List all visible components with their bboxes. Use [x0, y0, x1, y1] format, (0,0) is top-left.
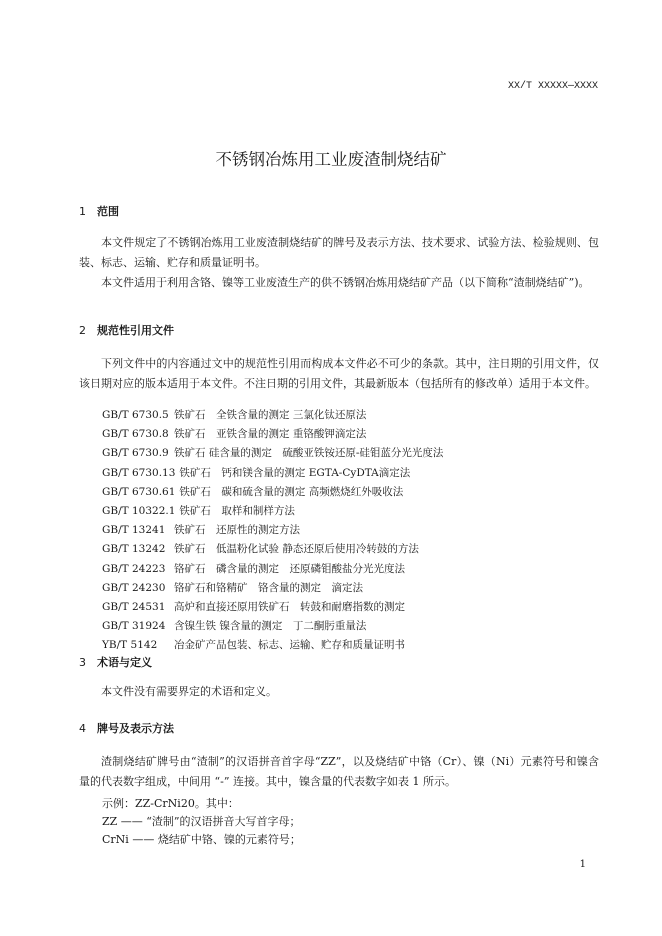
reference-item	[102, 425, 443, 444]
reference-title: 铁矿石 取样和制样方法	[179, 505, 295, 518]
section-4-body	[79, 752, 599, 792]
reference-code: GB/T 10322.1	[102, 505, 176, 518]
section-number: 2	[79, 324, 86, 337]
reference-title: 铁矿石 全铁含量的测定 三氯化钛还原法	[174, 409, 367, 421]
section-1-heading	[79, 203, 119, 219]
section-title: 牌号及表示方法	[97, 722, 174, 735]
reference-code: GB/T 13242	[102, 543, 166, 556]
definition-desc: —— 烧结矿中铬、镍的元素符号；	[132, 833, 301, 846]
document-title: 不锈钢冶炼用工业废渣制烧结矿	[215, 150, 447, 169]
reference-item	[102, 444, 443, 463]
reference-item	[102, 406, 443, 425]
reference-item	[102, 464, 443, 483]
example-line: 示例：ZZ-CrNi20。其中：	[102, 797, 239, 810]
reference-code: GB/T 6730.5	[102, 409, 169, 421]
definition-term: ZZ	[102, 815, 118, 828]
section-2-heading	[79, 322, 174, 338]
reference-code: GB/T 6730.61	[102, 485, 176, 498]
section-3-heading	[79, 654, 152, 670]
reference-title: 铁矿石 硅含量的测定 硫酸亚铁铵还原-硅钼蓝分光光度法	[174, 447, 444, 460]
reference-code: GB/T 24230	[102, 581, 166, 594]
reference-item	[102, 502, 443, 521]
reference-item	[102, 560, 443, 579]
paragraph: 渣制烧结矿牌号由“渣制”的汉语拼音首字母“ZZ”，以及烧结矿中铬（Cr）、镍（Ni）元素符号和镍含量的代表数字组成，中间用 “-” 连接。其中，镍含量的代表数字如表 1 所示。	[79, 755, 599, 788]
reference-title: 含镍生铁 镍含量的测定 丁二酮肟重量法	[174, 620, 367, 633]
section-title: 术语与定义	[97, 656, 152, 669]
reference-code: GB/T 6730.9	[102, 447, 169, 460]
reference-item	[102, 521, 443, 540]
section-title: 规范性引用文件	[97, 324, 174, 337]
reference-title: 铁矿石 亚铁含量的测定 重铬酸钾滴定法	[174, 428, 367, 441]
reference-code: GB/T 13241	[102, 524, 166, 537]
paragraph: 本文件规定了不锈钢冶炼用工业废渣制烧结矿的牌号及表示方法、技术要求、试验方法、检验规则、包装、标志、运输、贮存和质量证明书。	[79, 236, 599, 269]
section-number: 3	[79, 656, 86, 669]
reference-code: GB/T 6730.8	[102, 428, 169, 441]
reference-title: 铁矿石 钙和镁含量的测定 EGTA-CyDTA滴定法	[179, 466, 411, 479]
definition-desc: —— “渣制”的汉语拼音大写首字母；	[120, 815, 301, 828]
page-number: 1	[579, 859, 586, 870]
section-2-body	[79, 354, 599, 394]
reference-title: 冶金矿产品包装、标志、运输、贮存和质量证明书	[174, 639, 405, 652]
reference-list	[102, 406, 443, 656]
reference-item	[102, 483, 443, 502]
paragraph: 下列文件中的内容通过文中的规范性引用而构成本文件必不可少的条款。其中，注日期的引用文件，仅该日期对应的版本适用于本文件。不注日期的引用文件，其最新版本（包括所有的修改单）适用于本文件。	[79, 357, 599, 390]
definition-item	[102, 831, 301, 847]
reference-code: YB/T 5142	[102, 639, 158, 652]
section-number: 4	[79, 722, 86, 735]
definition-item	[102, 813, 301, 829]
reference-code: GB/T 24223	[102, 562, 166, 575]
reference-item	[102, 540, 443, 559]
reference-code: GB/T 24531	[102, 601, 166, 614]
reference-title: 铬矿石和铬精矿 铬含量的测定 滴定法	[174, 581, 363, 594]
reference-title: 铁矿石 碳和硫含量的测定 高频燃烧红外吸收法	[179, 485, 404, 498]
paragraph: 本文件没有需要界定的术语和定义。	[101, 685, 277, 698]
reference-title: 铬矿石 磷含量的测定 还原磷钼酸盐分光光度法	[174, 562, 405, 575]
reference-title: 铁矿石 还原性的测定方法	[174, 524, 300, 537]
section-1-body	[79, 233, 599, 293]
section-number: 1	[79, 205, 86, 218]
reference-title: 铁矿石 低温粉化试验 静态还原后使用冷转鼓的方法	[174, 543, 419, 556]
reference-item	[102, 598, 443, 617]
reference-code: GB/T 6730.13	[102, 466, 176, 479]
document-code: XX/T XXXXX—XXXX	[507, 81, 598, 92]
reference-code: GB/T 31924	[102, 620, 166, 633]
reference-item	[102, 636, 443, 655]
reference-item	[102, 579, 443, 598]
section-3-body	[79, 682, 599, 702]
reference-title: 高炉和直接还原用铁矿石 转鼓和耐磨指数的测定	[174, 601, 405, 614]
section-4-heading	[79, 720, 174, 736]
definition-term: CrNi	[102, 833, 129, 846]
reference-item	[102, 617, 443, 636]
paragraph: 本文件适用于利用含铬、镍等工业废渣生产的供不锈钢冶炼用烧结矿产品（以下简称“渣制烧结矿”)。	[101, 276, 590, 289]
section-title: 范围	[97, 205, 119, 218]
